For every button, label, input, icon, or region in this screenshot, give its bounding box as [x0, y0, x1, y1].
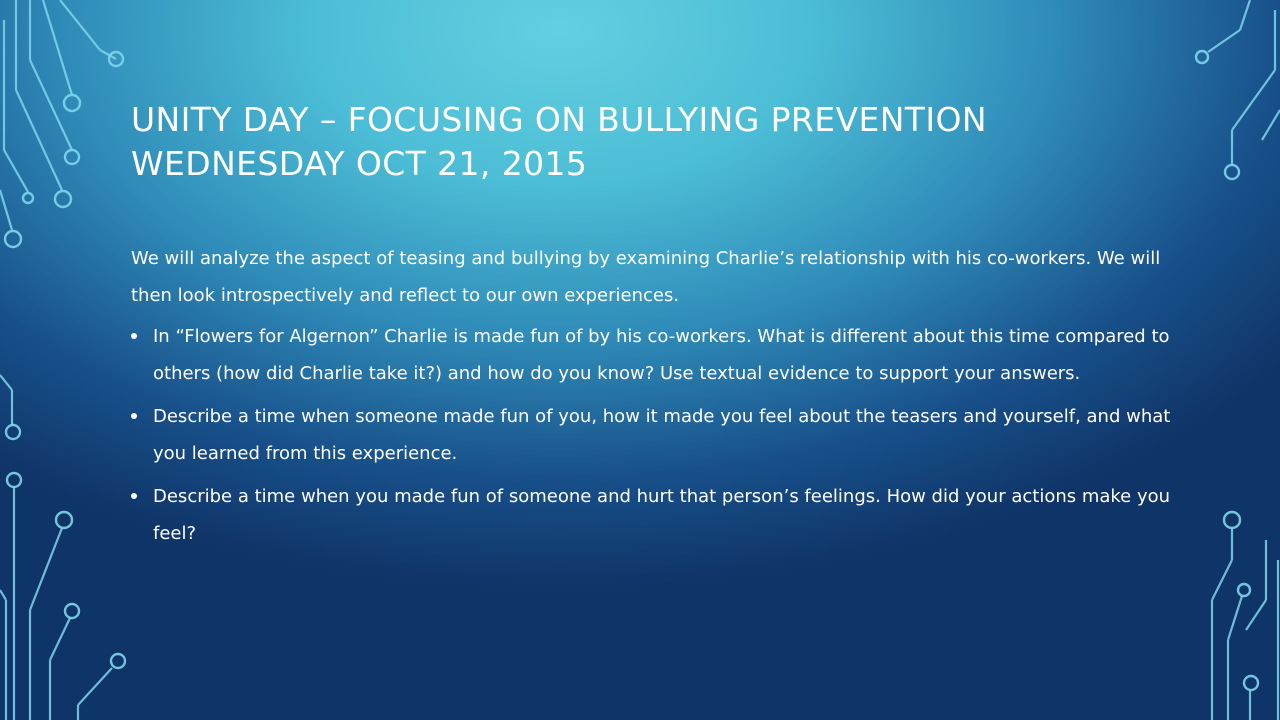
bullet-item — [131, 398, 1171, 472]
intro-paragraph: We will analyze the aspect of teasing and bullying by examining Charlie’s relationship with his co-workers. We will then look introspectively and reflect to our own experiences. — [131, 248, 1161, 306]
title-line-2: WEDNESDAY OCT 21, 2015 — [131, 144, 588, 183]
circuit-line — [60, 0, 100, 50]
bullet-text: Describe a time when someone made fun of you, how it made you feel about the teasers and yourself, and what you learned from this experience. — [153, 406, 1171, 464]
bullet-list — [131, 318, 1171, 552]
bullet-icon — [131, 413, 137, 419]
title-line-1: UNITY DAY – FOCUSING ON BULLYING PREVENTION — [131, 100, 987, 139]
bullet-text: In “Flowers for Algernon” Charlie is made fun of by his co-workers. What is different about this time compared to others (how did Charlie take it?) and how do you know? Use textual evidence to support your answers. — [153, 326, 1170, 384]
bullet-icon — [131, 333, 137, 339]
bullet-text: Describe a time when you made fun of someone and hurt that person’s feelings. How did your actions make you feel? — [153, 486, 1171, 544]
bullet-item — [131, 478, 1171, 552]
slide-body — [131, 240, 1171, 558]
bullet-icon — [131, 493, 137, 499]
slide-title — [131, 98, 1181, 186]
bullet-item — [131, 318, 1171, 392]
